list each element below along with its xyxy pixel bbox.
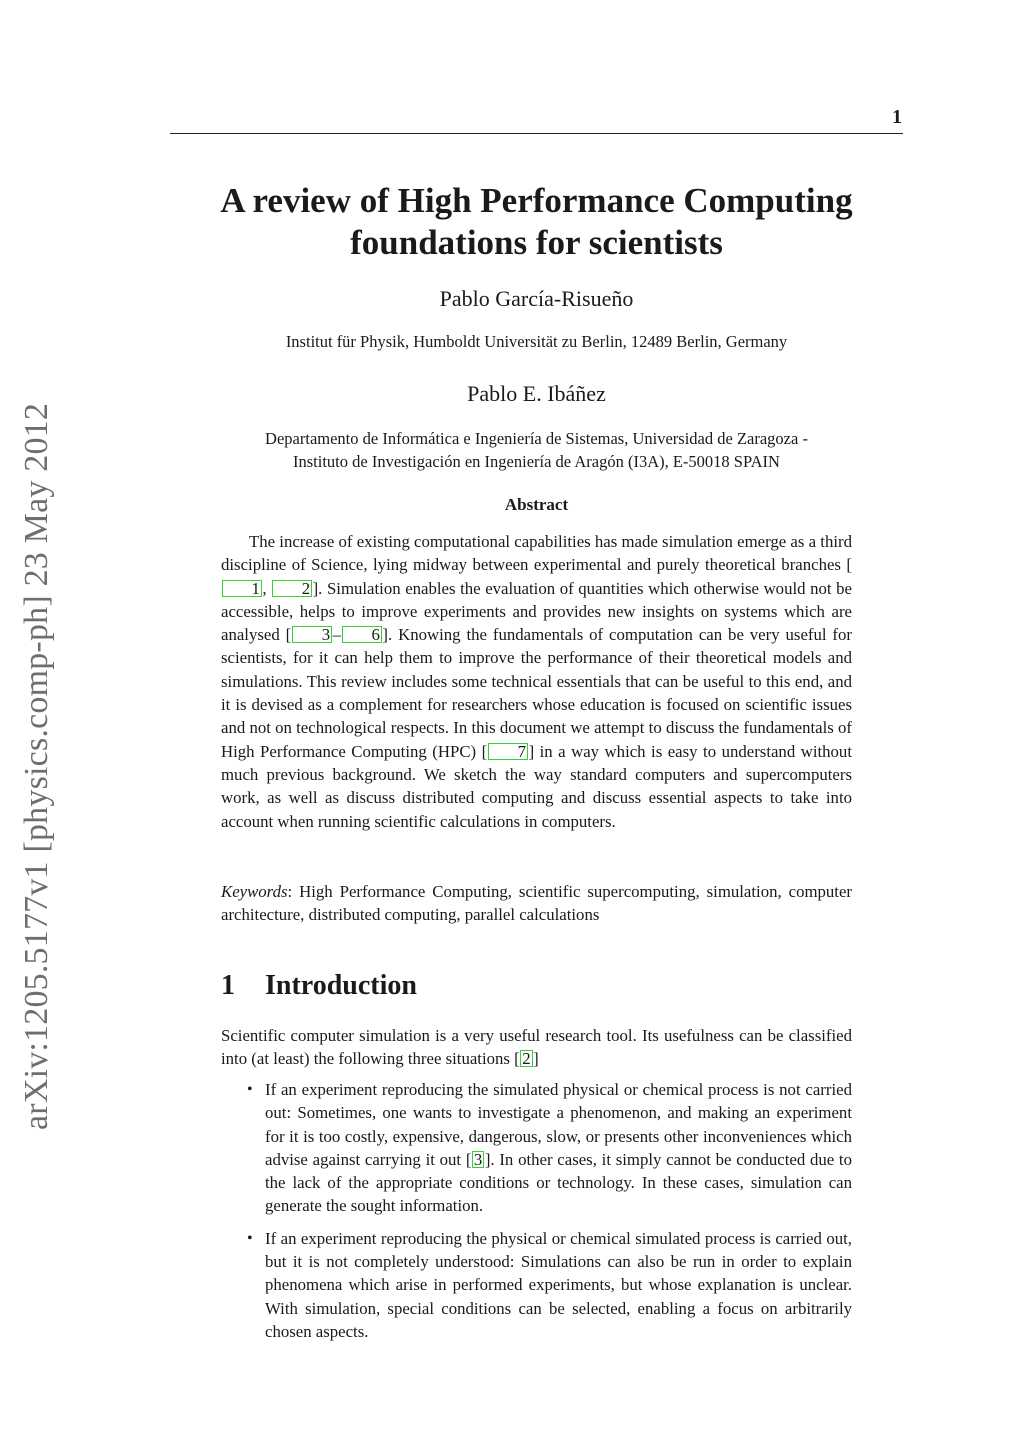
- abstract-body: [221, 530, 852, 833]
- introduction-paragraph: Scientific computer simulation is a very useful research tool. Its usefulness can be classified into (at least) the following three situations [ 2 ]: [221, 1026, 852, 1069]
- author-2-affiliation-line-1: Departamento de Informática e Ingeniería de Sistemas, Universidad de Zaragoza -: [265, 429, 808, 448]
- paper-title: [170, 180, 903, 264]
- header-rule: [170, 133, 903, 134]
- arxiv-stamp: arXiv:1205.5177v1 [physics.comp-ph] 23 May 2012: [18, 402, 55, 1130]
- author-2-name: Pablo E. Ibáñez: [467, 381, 606, 406]
- citation-link[interactable]: 2: [272, 580, 312, 597]
- page-number: 1: [892, 106, 902, 128]
- keywords-label: Keywords: [221, 882, 288, 901]
- keywords: [221, 880, 852, 927]
- list-item: • If an experiment reproducing the simulated physical or chemical process is not carried out: Sometimes, one wants to investigate a phenomenon, and making an experiment for it is too costly, expensive, dangerous, slow, or presents other inconveniences which advise against carrying it out [ 3 ]. In other cases, it simply cannot be conducted due to the lack of the appropriate conditions or technology. In these cases, simulation can generate the sought information.: [247, 1080, 852, 1216]
- citation-link[interactable]: 6: [342, 626, 382, 643]
- abstract-heading: Abstract: [504, 495, 569, 514]
- citation-link[interactable]: 1: [222, 580, 262, 597]
- section-number: 1: [221, 970, 235, 1001]
- section-title: Introduction: [265, 970, 417, 1001]
- author-2-affiliation-line-2: Instituto de Investigación en Ingeniería de Aragón (I3A), E-50018 SPAIN: [293, 452, 780, 471]
- citation-link[interactable]: 7: [488, 743, 528, 760]
- list-item: • If an experiment reproducing the physical or chemical simulated process is carried out, but it is not completely understood: Simulations can also be run in order to explain phenomena which arise in performed experiments, but whose explanation is unclear. With simulation, special conditions can be selected, enabling a focus on arbitrarily chosen aspects.: [247, 1228, 852, 1341]
- citation-link[interactable]: 2: [522, 1049, 531, 1069]
- bullet-icon: •: [247, 1081, 253, 1098]
- author-1-affiliation: Institut für Physik, Humboldt Universität zu Berlin, 12489 Berlin, Germany: [285, 332, 788, 351]
- title-line-2: foundations for scientists: [350, 223, 723, 262]
- citation-link[interactable]: 3: [292, 626, 332, 643]
- keywords-text: : High Performance Computing, scientific supercomputing, simulation, computer architecture, distributed computing, parallel calculations: [221, 882, 852, 925]
- situations-list: [221, 1078, 852, 1352]
- author-2-affiliation: [170, 427, 903, 473]
- abstract-paragraph: The increase of existing computational capabilities has made simulation emerge as a third discipline of Science, lying midway between experimental and purely theoretical branches [1 , 2 ]. Simulation enables the evaluation of quantities which otherwise would not be accessible, helps to improve experiments and provides new insights on systems which are analysed [ 3 – 6 ]. Knowing the fundamentals of computation can be very useful for scientists, for it can help them to improve the performance of their theoretical models and simulations. This review includes some technical essentials that can be useful to this end, and it is devised as a complement for researchers whose education is focused on scientific issues and not on technological respects. In this document we attempt to discuss the fundamentals of High Performance Computing (HPC) [ 7 ] in a way which is easy to understand without much previous background. We sketch the way standard computers and supercomputers work, as well as discuss distributed computing and discuss essential aspects to take into account when running scientific calculations in computers.: [221, 532, 853, 831]
- citation-link[interactable]: 3: [473, 1149, 483, 1169]
- title-line-1: A review of High Performance Computing: [220, 181, 853, 220]
- section-heading-introduction: [221, 970, 417, 1002]
- bullet-icon: •: [247, 1229, 253, 1247]
- author-1-name: Pablo García-Risueño: [439, 286, 634, 311]
